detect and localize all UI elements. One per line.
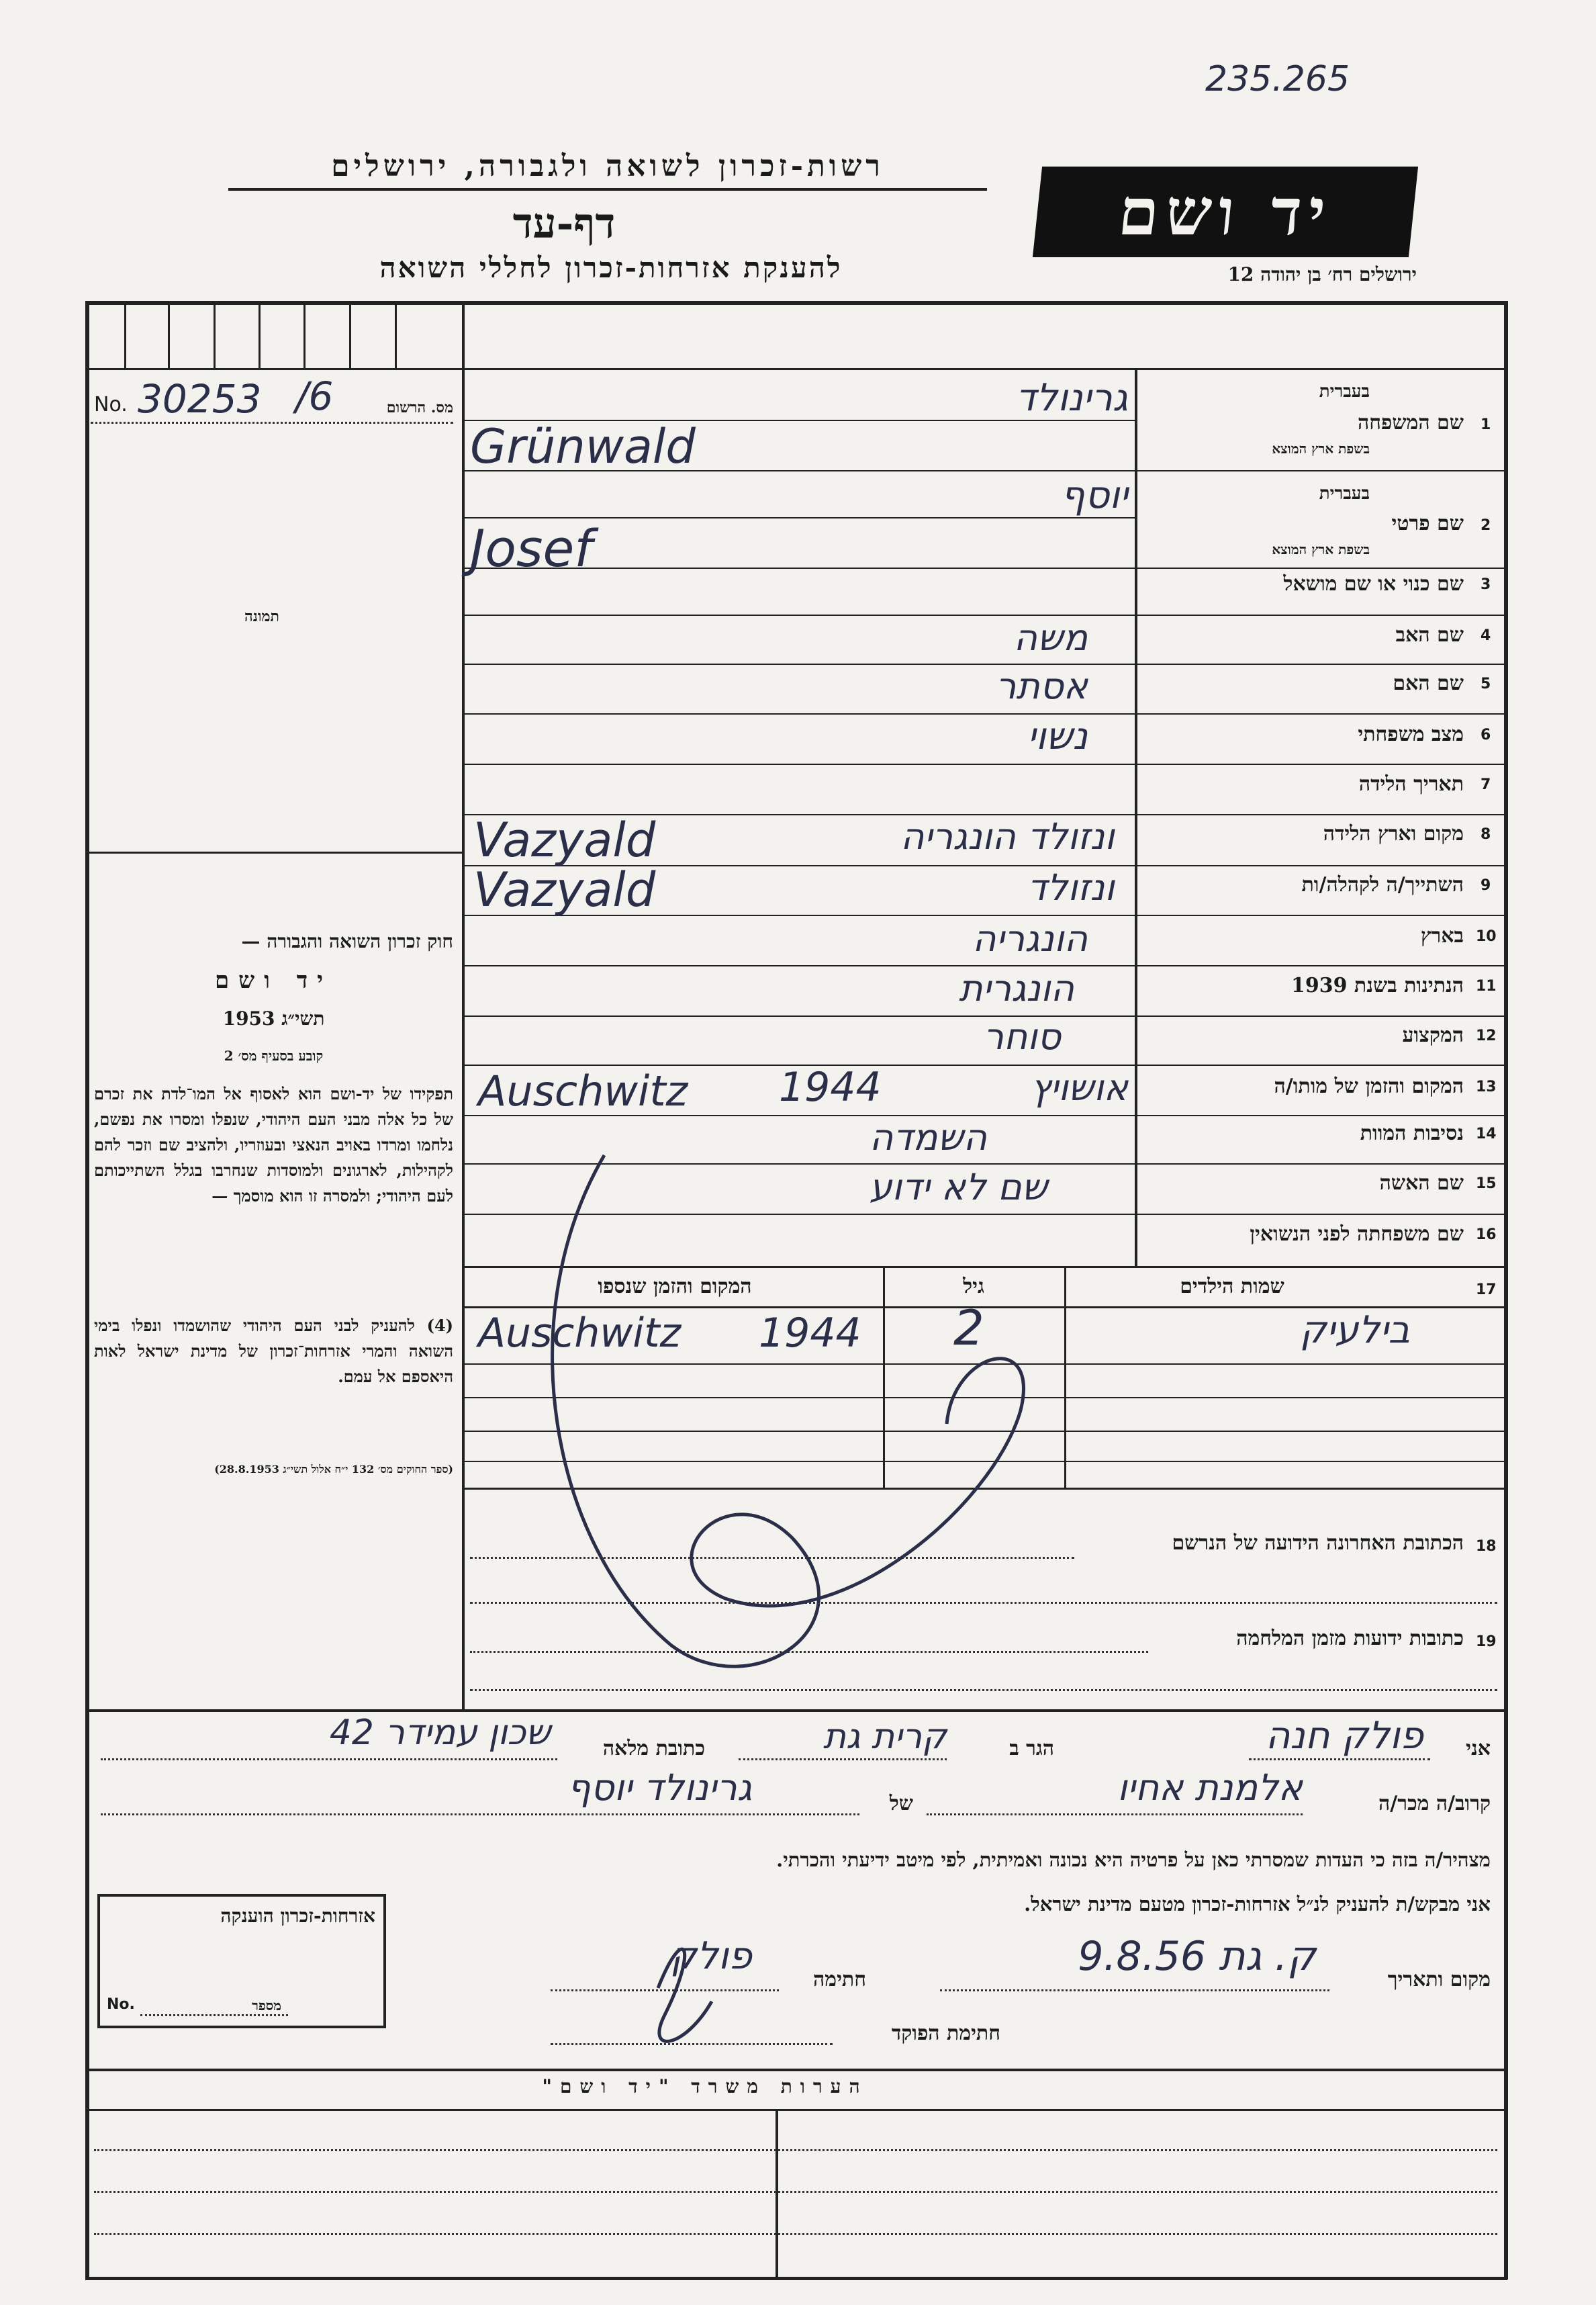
label-column-divider [1135, 368, 1137, 1268]
field-13-value: אושויץ [1031, 1067, 1128, 1109]
request-text: אני מבקש/ת להעניק לנ״ל אזרחות-זכרון מטעם מדינת ישראל. [1024, 1893, 1491, 1915]
tick-mark [259, 304, 261, 368]
field-1-value-he: גרינולד [1015, 376, 1128, 420]
field-18-num: 18 [1476, 1538, 1497, 1555]
field-14-value: השמדה [870, 1116, 987, 1159]
field-16-num: 16 [1476, 1226, 1497, 1243]
field-15-label: שם האשה [1379, 1171, 1464, 1195]
declarant-rule [85, 1709, 1507, 1712]
children-row-rule [465, 1431, 1507, 1432]
signature-label: חתימה [813, 1968, 866, 1991]
declarant-dots [739, 1758, 947, 1760]
declarant-dots [101, 1813, 859, 1815]
field-13-num: 13 [1476, 1079, 1497, 1095]
row-divider [1135, 615, 1504, 616]
declarant-address-value: שכון עמידר 42 [329, 1713, 551, 1753]
archive-number: 235.265 [1205, 59, 1350, 99]
children-row-rule [465, 1461, 1507, 1462]
children-col-place-time: המקום והזמן שנספו [598, 1275, 752, 1298]
field-15-value: שם לא ידוע [869, 1166, 1047, 1208]
field-1-sub-top: בעברית [1319, 381, 1370, 402]
frame-left [85, 301, 89, 2279]
declarant-address-label: כתובת מלאה [602, 1737, 705, 1760]
field-9-label: השתייך/ה לקהלה/ות [1301, 873, 1464, 897]
law-clause: קובע בסעיף מס׳ 2 [224, 1048, 324, 1064]
place-date-value: ק. גת 9.8.56 [1078, 1933, 1316, 1980]
field-7-label: תאריך הלידה [1358, 772, 1464, 796]
law-text-2: (4) להעניק לבני העם היהודי שהושמדו ונפלו בימי השואה והמרי אזרחות־זכרון של מדינת ישראל לאות היאספם אל עמם. [94, 1316, 453, 1386]
row-divider [1135, 865, 1504, 866]
field-4-label: שם האב [1395, 623, 1464, 647]
form-subtitle: להענקת אזרחות-זכרון לחללי השואה [379, 251, 843, 284]
field-2-num: 2 [1481, 517, 1491, 534]
office-notes-dots [94, 2149, 1497, 2151]
field-14-num: 14 [1476, 1126, 1497, 1142]
office-notes-title: הערות משרד "יד ושם" [542, 2075, 868, 2097]
field-8-value-latin: Vazyald [473, 813, 656, 868]
field-3-label: שם כנוי או שם מושאל [1283, 572, 1464, 596]
field-2-sub-bottom: בשפת ארץ המוצא [1272, 541, 1370, 557]
authority-title: רשות-זכרון לשואה ולגבורה, ירושלים [331, 149, 884, 183]
field-2-value-he: יוסף [1061, 473, 1128, 517]
declarant-of-value: גרינולד יוסף [567, 1766, 752, 1809]
signature-value: פולק [670, 1934, 752, 1978]
field-1-label: שם המשפחה [1357, 411, 1464, 435]
field-5-num: 5 [1481, 676, 1491, 692]
grant-box-title: אזרחות-זכרון הוענקה [220, 1905, 375, 1927]
value-rule [465, 965, 1135, 966]
value-rule [465, 764, 1135, 765]
row-divider [1135, 568, 1504, 569]
declarant-dots [101, 1758, 557, 1760]
form-title: דף-עד [512, 199, 616, 248]
office-notes-dots [94, 2191, 1497, 2193]
registration-no-label: No. [94, 393, 128, 416]
row-divider [1135, 470, 1504, 471]
registration-suffix: /6 [295, 373, 334, 419]
frame-right [1504, 301, 1508, 2279]
field-1-num: 1 [1481, 416, 1491, 433]
header-rule [228, 188, 987, 191]
value-rule [465, 1214, 1135, 1215]
frame-bottom [85, 2277, 1507, 2280]
declarant-relation-value: אלמנת אחיו [1117, 1766, 1303, 1809]
official-signature-label: חתימת הפוקד [891, 2022, 1000, 2045]
office-notes-rule [85, 2109, 1507, 2111]
field-11-value: הונגרית [959, 967, 1074, 1009]
child-age: 2 [953, 1300, 984, 1356]
tick-mark [168, 304, 170, 368]
declarant-dots [551, 2043, 833, 2045]
children-col-age: גיל [963, 1275, 984, 1298]
field-12-value: סוחר [983, 1015, 1061, 1058]
row-divider [1135, 764, 1504, 765]
office-notes-dots [94, 2233, 1497, 2235]
field-11-label: הנתינות בשנת 1939 [1290, 974, 1464, 997]
field-16-label: שם משפחתה לפני הנשואין [1250, 1222, 1464, 1246]
tick-mark [124, 304, 126, 368]
children-col-names: שמות הילדים [1180, 1275, 1284, 1298]
field-8-label: מקום וארץ הלידה [1323, 822, 1464, 846]
field-7-num: 7 [1481, 776, 1491, 793]
field-13-label: המקום והזמן של מותו/ה [1274, 1075, 1464, 1098]
field-8-num: 8 [1481, 826, 1491, 843]
grant-box-no-label: No. [107, 1996, 135, 2013]
children-num: 17 [1476, 1281, 1497, 1298]
field-9-num: 9 [1481, 877, 1491, 894]
law-subtitle: יד ושם [214, 967, 333, 994]
header-address: ירושלים רח׳ בן יהודה 12 [1227, 263, 1417, 285]
row-divider [1135, 1115, 1504, 1116]
row-divider [1135, 1214, 1504, 1215]
field-11-num: 11 [1476, 978, 1497, 995]
field-5-value: אסתר [995, 665, 1088, 707]
field-19-num: 19 [1476, 1633, 1497, 1650]
declarant-of-label: של [889, 1792, 913, 1815]
child-year: 1944 [759, 1310, 861, 1357]
photo-box-bottom [85, 852, 463, 854]
value-rule [465, 1266, 1507, 1268]
child-place: Auschwitz [478, 1310, 682, 1357]
tick-mark [395, 304, 397, 368]
field-13-value-latin: Auschwitz [478, 1067, 688, 1116]
field-3-num: 3 [1481, 576, 1491, 593]
children-row-rule [465, 1363, 1507, 1365]
declarant-resident-label: הגר ב [1009, 1737, 1054, 1760]
row-divider [1135, 1065, 1504, 1066]
field-10-value: הונגריה [972, 917, 1088, 960]
field-12-num: 12 [1476, 1028, 1497, 1044]
row-divider [1135, 1015, 1504, 1017]
field-1-sub-bottom: בשפת ארץ המוצא [1272, 441, 1370, 457]
declarant-ani-value: פולק חנה [1265, 1714, 1423, 1758]
field-6-label: מצב משפחתי [1358, 723, 1464, 746]
children-col-divider [1064, 1268, 1066, 1490]
children-bottom-rule [465, 1488, 1507, 1490]
row-divider [1135, 713, 1504, 715]
field-9-value: ונזולד [1027, 866, 1115, 909]
grant-box-num-label: מספר [252, 1997, 281, 2014]
field-6-value: נשוי [1027, 715, 1088, 758]
place-date-label: מקום ותאריך [1387, 1968, 1491, 1991]
field-19-label: כתובות ידועות מזמן המלחמה [1236, 1627, 1464, 1650]
law-text: תפקידו של יד-ושם הוא לאסוף אל המו־לדת את זכרם של כל אלה מבני העם היהודי, שנפלו ומסרו את נפשם, נלחמו ומרדו באויב הנאצי ובעוזריו, ולהציב שם וזכר להם לקהילות, לארגונים ולמוסדות שנחרבו בגלל השתייכותם לעם היהודי; ולמסרה זו הוא מוסמך — [94, 1084, 454, 1206]
law-year: תשי״ג 1953 [222, 1007, 325, 1030]
row-divider [1135, 1163, 1504, 1165]
law-title: חוק זכרון השואה והגבורה — [241, 930, 453, 952]
address-dots [470, 1602, 1497, 1604]
office-notes-divider [776, 2109, 778, 2278]
address-dots [470, 1557, 1074, 1559]
field-4-value: משה [1013, 617, 1088, 659]
field-9-value-latin: Vazyald [473, 862, 656, 917]
child-name: בילעיק [1299, 1308, 1410, 1352]
tick-mark [349, 304, 351, 368]
field-5-label: שם האם [1393, 672, 1464, 695]
field-10-label: בארץ [1420, 924, 1464, 948]
declarant-dots [940, 1989, 1329, 1991]
field-2-value-latin: Josef [470, 518, 593, 578]
row-divider [1135, 664, 1504, 665]
declarant-dots [927, 1813, 1303, 1815]
field-1-value-latin: Grünwald [470, 419, 696, 474]
address-dots [470, 1689, 1497, 1691]
declaration-text: מצהיר/ה בזה כי העדות שמסרתי כאן על פרטיה היא נכונה ואמיתית, לפי מיטב ידיעתי והכרתי. [776, 1848, 1491, 1871]
tick-row-bottom [85, 368, 1507, 370]
row-divider [1135, 965, 1504, 966]
office-notes-rule [85, 2069, 1507, 2071]
scribble-path [553, 1155, 1024, 1666]
declarant-resident-value: קרית גת [823, 1717, 947, 1757]
left-column-divider [462, 301, 465, 1710]
value-rule [465, 1163, 1135, 1165]
field-13-year: 1944 [779, 1064, 882, 1111]
tick-mark [303, 304, 306, 368]
logo-text: יד ושם [1115, 174, 1336, 250]
declarant-relation-label: קרוב/ה מכר/ה [1378, 1792, 1491, 1815]
field-6-num: 6 [1481, 727, 1491, 743]
value-rule [465, 615, 1135, 616]
field-2-label: שם פרטי [1391, 512, 1464, 535]
yad-vashem-logo [1033, 167, 1418, 257]
field-4-num: 4 [1481, 627, 1491, 644]
frame-top [85, 301, 1507, 305]
grant-box-dots [140, 2014, 288, 2016]
registration-dots [91, 422, 453, 424]
field-12-label: המקצוע [1402, 1024, 1464, 1047]
tick-mark [214, 304, 216, 368]
field-10-num: 10 [1476, 928, 1497, 945]
address-dots [470, 1651, 1148, 1653]
children-row-rule [465, 1397, 1507, 1398]
children-col-divider [883, 1268, 885, 1490]
declarant-dots [551, 1989, 779, 1991]
field-2-sub-top: בעברית [1319, 484, 1370, 504]
field-14-label: נסיבות המוות [1360, 1122, 1464, 1145]
field-18-label: הכתובת האחרונה הידועה של הנרשם [1172, 1531, 1464, 1555]
row-divider [1135, 814, 1504, 815]
photo-label: תמונה [244, 608, 279, 625]
declarant-ani-label: אני [1466, 1737, 1491, 1760]
registration-number: 30253 [138, 376, 262, 422]
declarant-dots [1249, 1758, 1430, 1760]
row-divider [1135, 915, 1504, 916]
field-8-value: ונזולד הונגריה [900, 815, 1115, 858]
law-footer: (ספר החוקים מס׳ 132 י״ח אלול תשי״ג 28.8.1953) [214, 1463, 453, 1476]
registration-label: מס. הרשום [386, 399, 453, 416]
grant-box [97, 1894, 386, 2028]
field-15-num: 15 [1476, 1175, 1497, 1192]
